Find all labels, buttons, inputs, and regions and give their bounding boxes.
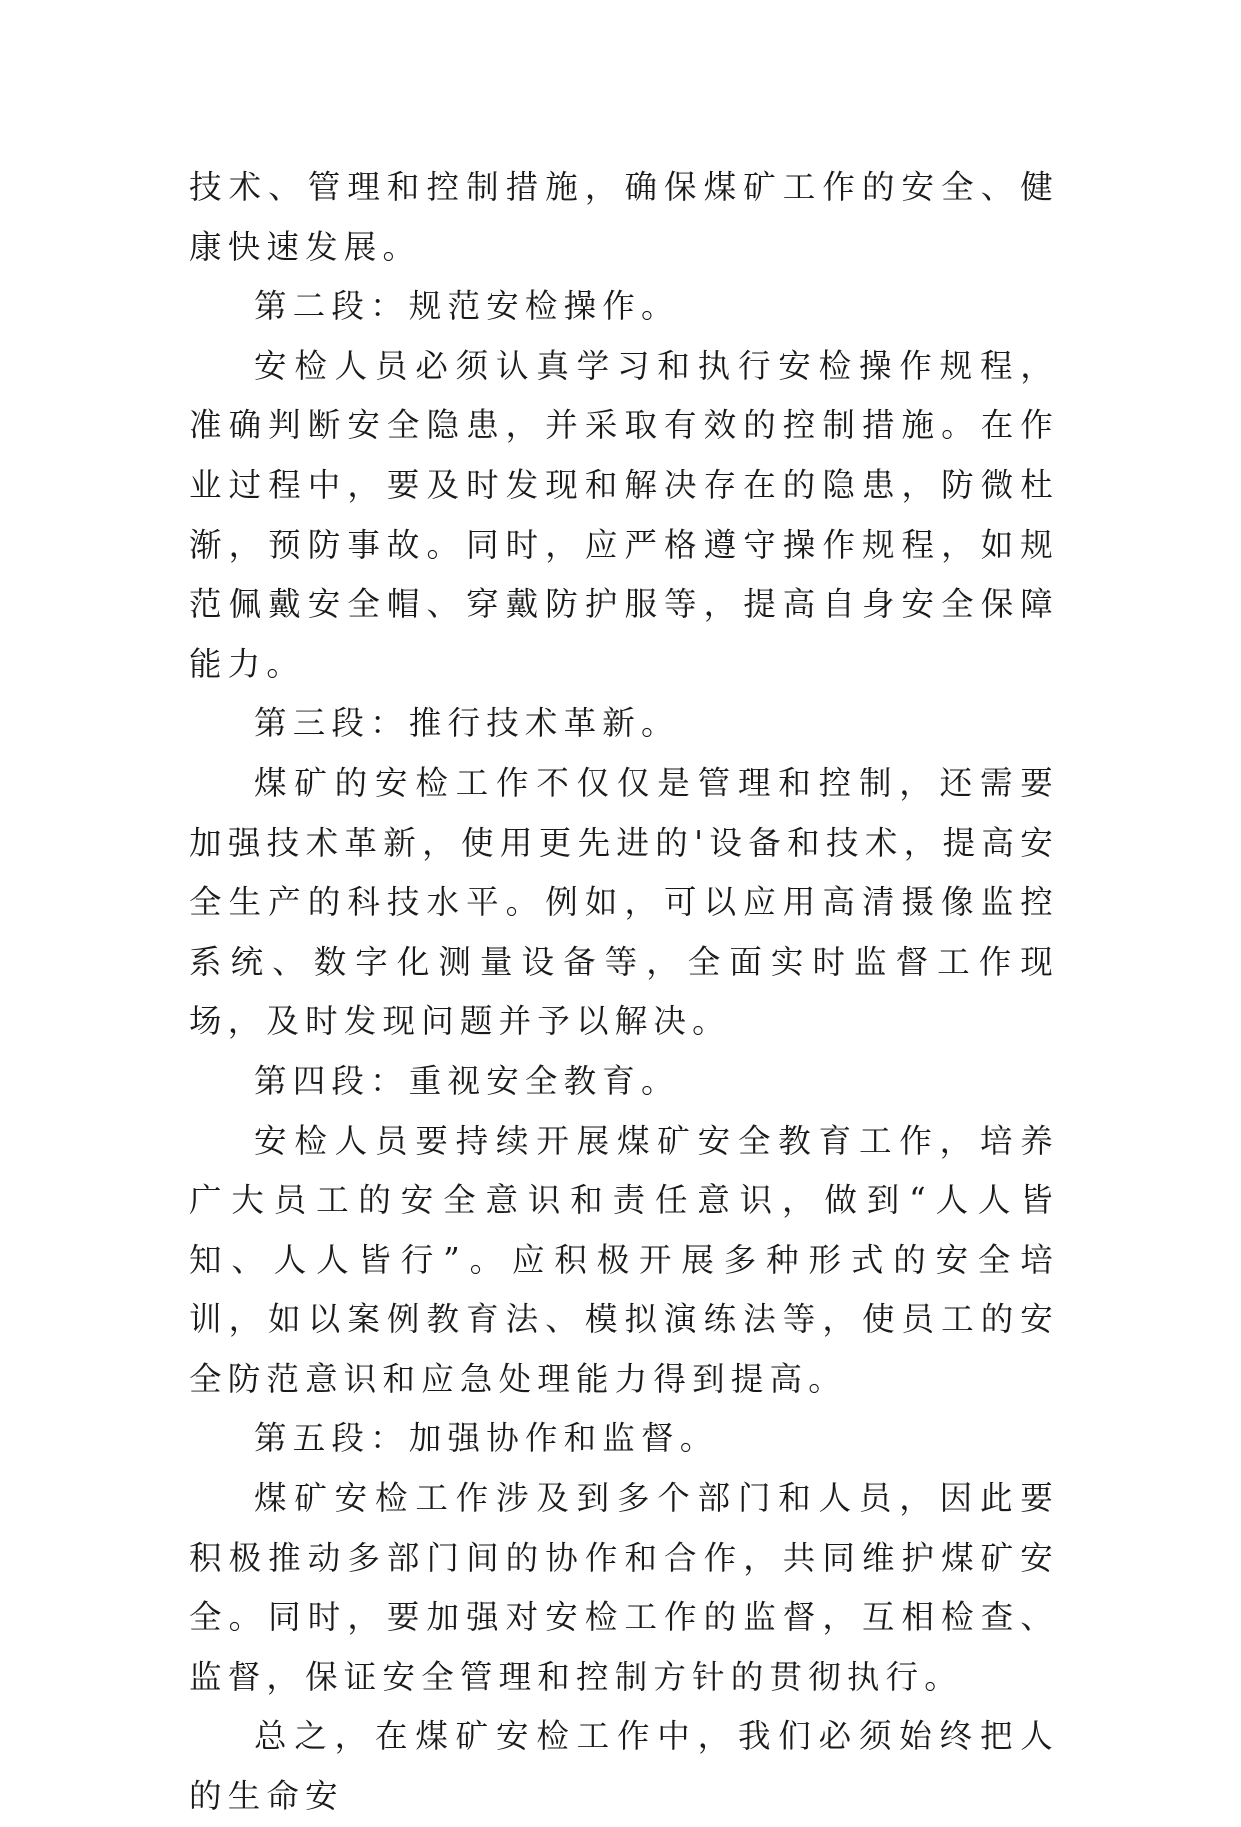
paragraph-section-2: 安检人员必须认真学习和执行安检操作规程，准确判断安全隐患，并采取有效的控制措施。在作业过程中，要及时发现和解决存在的隐患，防微杜渐，预防事故。同时，应严格遵守操作规程，如规范佩戴安全帽、穿戴防护服等，提高自身安全保障能力。 — [189, 346, 1059, 683]
section-heading-5: 第五段：加强协作和监督。 — [254, 1419, 719, 1458]
paragraph-conclusion: 总之，在煤矿安检工作中，我们必须始终把人的生命安 — [189, 1717, 1059, 1816]
paragraph-section-5: 煤矿安检工作涉及到多个部门和人员，因此要积极推动多部门间的协作和合作，共同维护煤矿安全。同时，要加强对安检工作的监督，互相检查、监督，保证安全管理和控制方针的贯彻执行。 — [189, 1479, 1059, 1696]
section-heading-3: 第三段：推行技术革新。 — [254, 704, 680, 743]
paragraph-section-3: 煤矿的安检工作不仅仅是管理和控制，还需要加强技术革新，使用更先进的'设备和技术，提高安全生产的科技水平。例如，可以应用高清摄像监控系统、数字化测量设备等，全面实时监督工作现场，及时发现问题并予以解决。 — [189, 763, 1059, 1041]
paragraph-section-4: 安检人员要持续开展煤矿安全教育工作，培养广大员工的安全意识和责任意识，做到“人人皆知、人人皆行”。应积极开展多种形式的安全培训，如以案例教育法、模拟演练法等，使员工的安全防范意识和应急处理能力得到提高。 — [189, 1121, 1059, 1398]
paragraph-continued: 技术、管理和控制措施，确保煤矿工作的安全、健康快速发展。 — [189, 168, 1059, 266]
section-heading-4: 第四段：重视安全教育。 — [254, 1061, 680, 1100]
section-heading-2: 第二段：规范安检操作。 — [254, 287, 680, 326]
document-body — [189, 158, 1059, 1827]
